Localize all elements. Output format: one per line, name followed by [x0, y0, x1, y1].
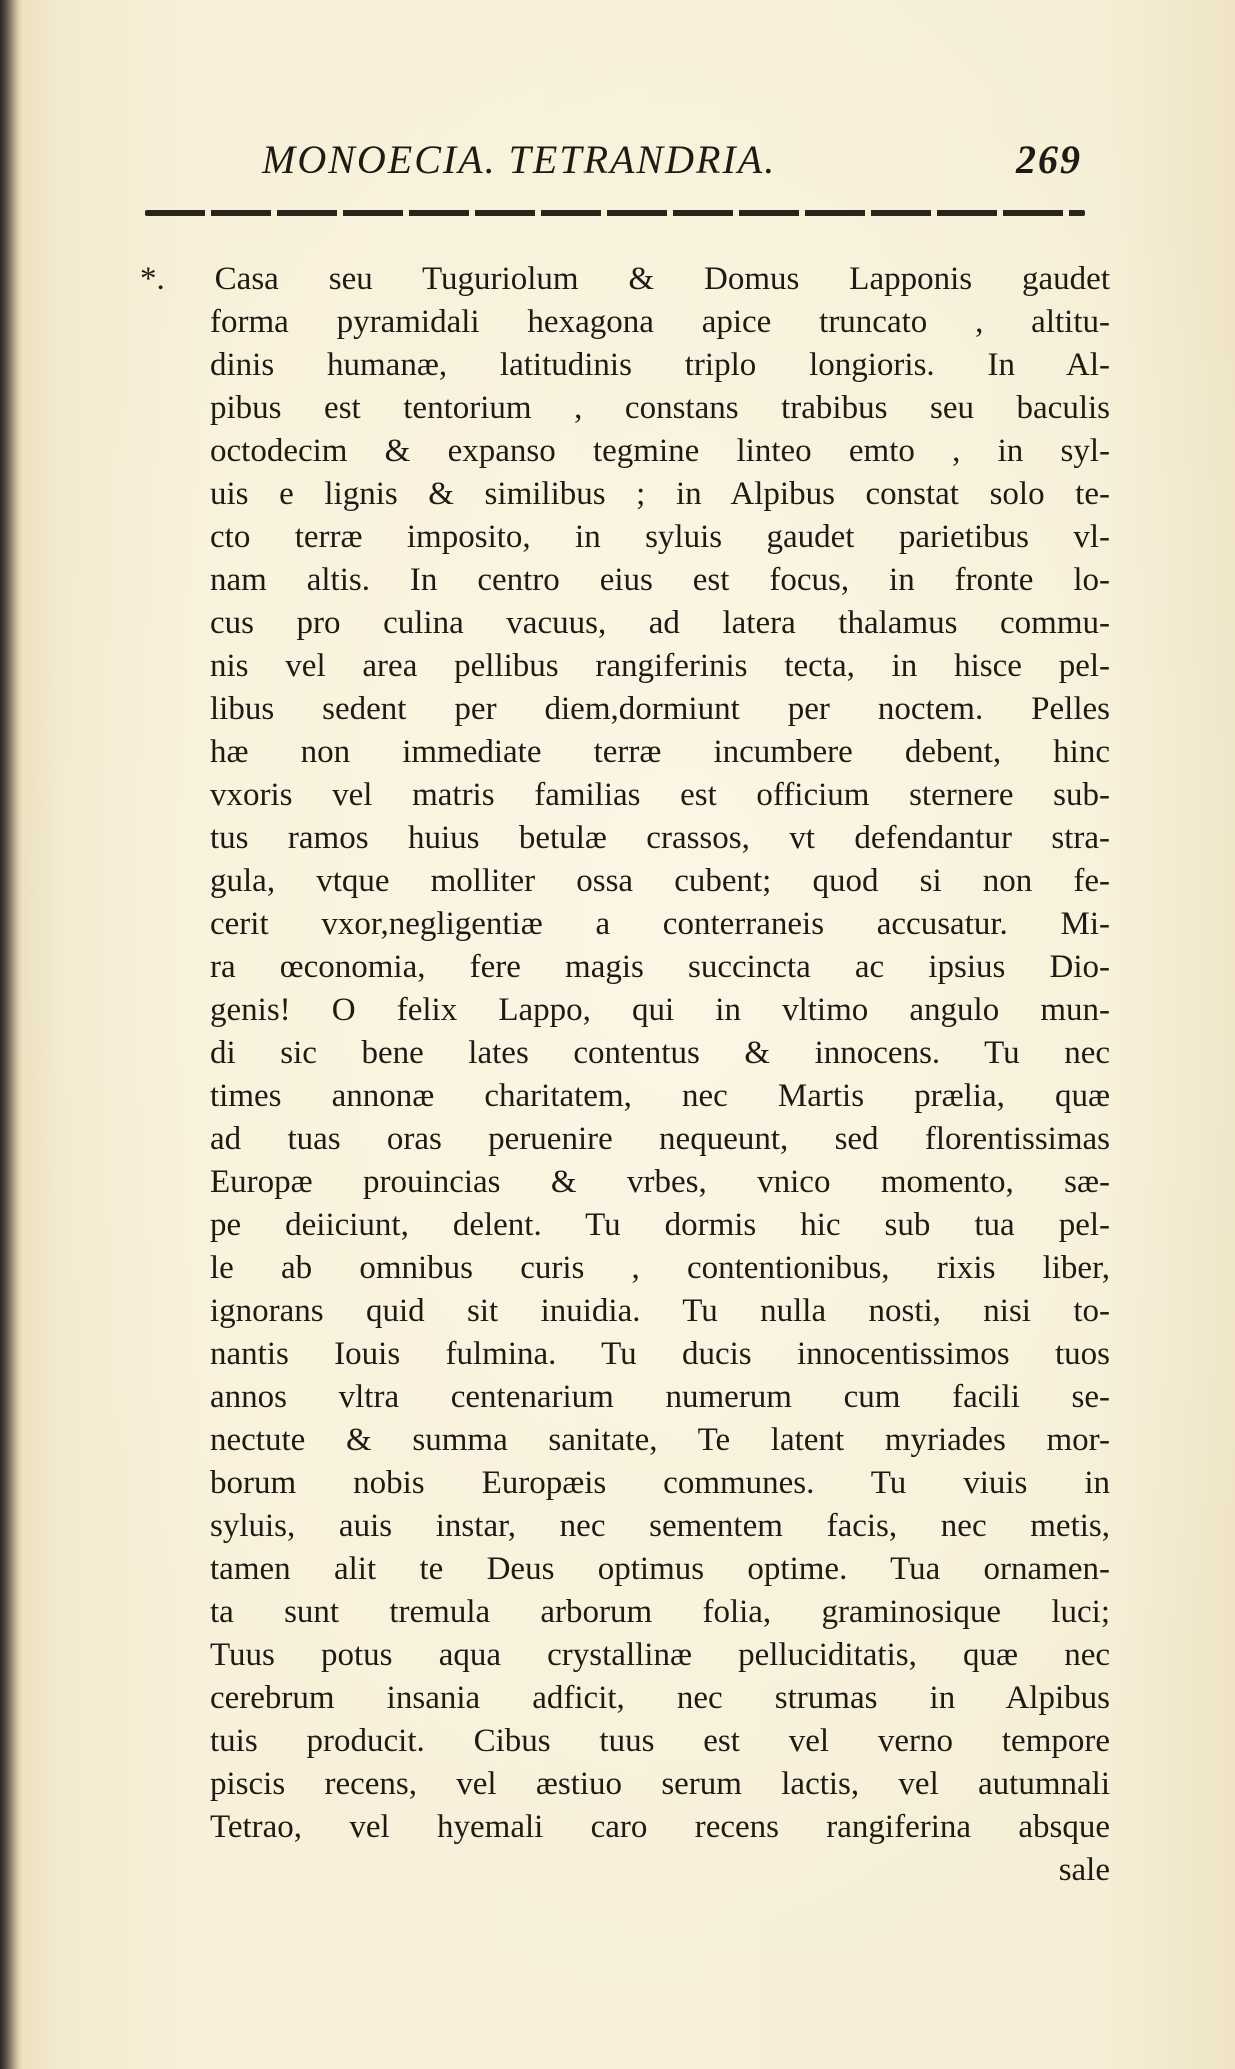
running-header	[262, 136, 1082, 196]
body-text	[140, 258, 1110, 1892]
text-line: nis vel area pellibus rangiferinis tecta, in hisce pel-	[210, 648, 1110, 684]
text-line: le ab omnibus curis , contentionibus, rixis liber,	[210, 1250, 1110, 1286]
text-line: forma pyramidali hexagona apice truncato , altitu-	[210, 304, 1110, 340]
text-line: pe deiiciunt, delent. Tu dormis hic sub tua pel-	[210, 1207, 1110, 1243]
text-line: ra œconomia, fere magis succincta ac ipsius Dio-	[210, 949, 1110, 985]
text-line: cerebrum insania adficit, nec strumas in Alpibus	[210, 1680, 1110, 1716]
text-line: tus ramos huius betulæ crassos, vt defendantur stra-	[210, 820, 1110, 856]
text-line: nam altis. In centro eius est focus, in fronte lo-	[210, 562, 1110, 598]
text-line: hæ non immediate terræ incumbere debent, hinc	[210, 734, 1110, 770]
text-line: Europæ prouincias & vrbes, vnico momento, sæ-	[210, 1164, 1110, 1200]
page-binding-edge	[0, 0, 22, 2069]
text-line: nectute & summa sanitate, Te latent myriades mor-	[210, 1422, 1110, 1458]
text-line: vxoris vel matris familias est officium sternere sub-	[210, 777, 1110, 813]
text-line: ad tuas oras peruenire nequeunt, sed florentissimas	[210, 1121, 1110, 1157]
text-line: pibus est tentorium , constans trabibus seu baculis	[210, 390, 1110, 426]
text-line: Tetrao, vel hyemali caro recens rangiferina absque	[210, 1809, 1110, 1845]
text-line: ta sunt tremula arborum folia, graminosique luci;	[210, 1594, 1110, 1630]
text-line: ignorans quid sit inuidia. Tu nulla nosti, nisi to-	[210, 1293, 1110, 1329]
text-line: *. Casa seu Tuguriolum & Domus Lapponis gaudet	[140, 261, 1110, 297]
text-line: di sic bene lates contentus & innocens. Tu nec	[210, 1035, 1110, 1071]
text-line: cus pro culina vacuus, ad latera thalamus commu-	[210, 605, 1110, 641]
text-line: cerit vxor,negligentiæ a conterraneis accusatur. Mi-	[210, 906, 1110, 942]
text-line: times annonæ charitatem, nec Martis prælia, quæ	[210, 1078, 1110, 1114]
text-line: nantis Iouis fulmina. Tu ducis innocentissimos tuos	[210, 1336, 1110, 1372]
header-rule	[145, 210, 1085, 216]
text-line: tuis producit. Cibus tuus est vel verno tempore	[210, 1723, 1110, 1759]
catchword: sale	[1058, 1852, 1110, 1888]
running-title: MONOECIA. TETRANDRIA.	[262, 137, 777, 182]
text-line: uis e lignis & similibus ; in Alpibus constat solo te-	[210, 476, 1110, 512]
text-line: piscis recens, vel æstiuo serum lactis, vel autumnali	[210, 1766, 1110, 1802]
text-line: octodecim & expanso tegmine linteo emto , in syl-	[210, 433, 1110, 469]
text-line: borum nobis Europæis communes. Tu viuis in	[210, 1465, 1110, 1501]
text-line: genis! O felix Lappo, qui in vltimo angulo mun-	[210, 992, 1110, 1028]
text-line: tamen alit te Deus optimus optime. Tua ornamen-	[210, 1551, 1110, 1587]
text-line: Tuus potus aqua crystallinæ pelluciditatis, quæ nec	[210, 1637, 1110, 1673]
text-line: cto terræ imposito, in syluis gaudet parietibus vl-	[210, 519, 1110, 555]
text-line: syluis, auis instar, nec sementem facis, nec metis,	[210, 1508, 1110, 1544]
text-line: libus sedent per diem,dormiunt per noctem. Pelles	[210, 691, 1110, 727]
text-line: dinis humanæ, latitudinis triplo longioris. In Al-	[210, 347, 1110, 383]
text-line: annos vltra centenarium numerum cum facili se-	[210, 1379, 1110, 1415]
page-number: 269	[1016, 137, 1082, 182]
text-line: gula, vtque molliter ossa cubent; quod si non fe-	[210, 863, 1110, 899]
